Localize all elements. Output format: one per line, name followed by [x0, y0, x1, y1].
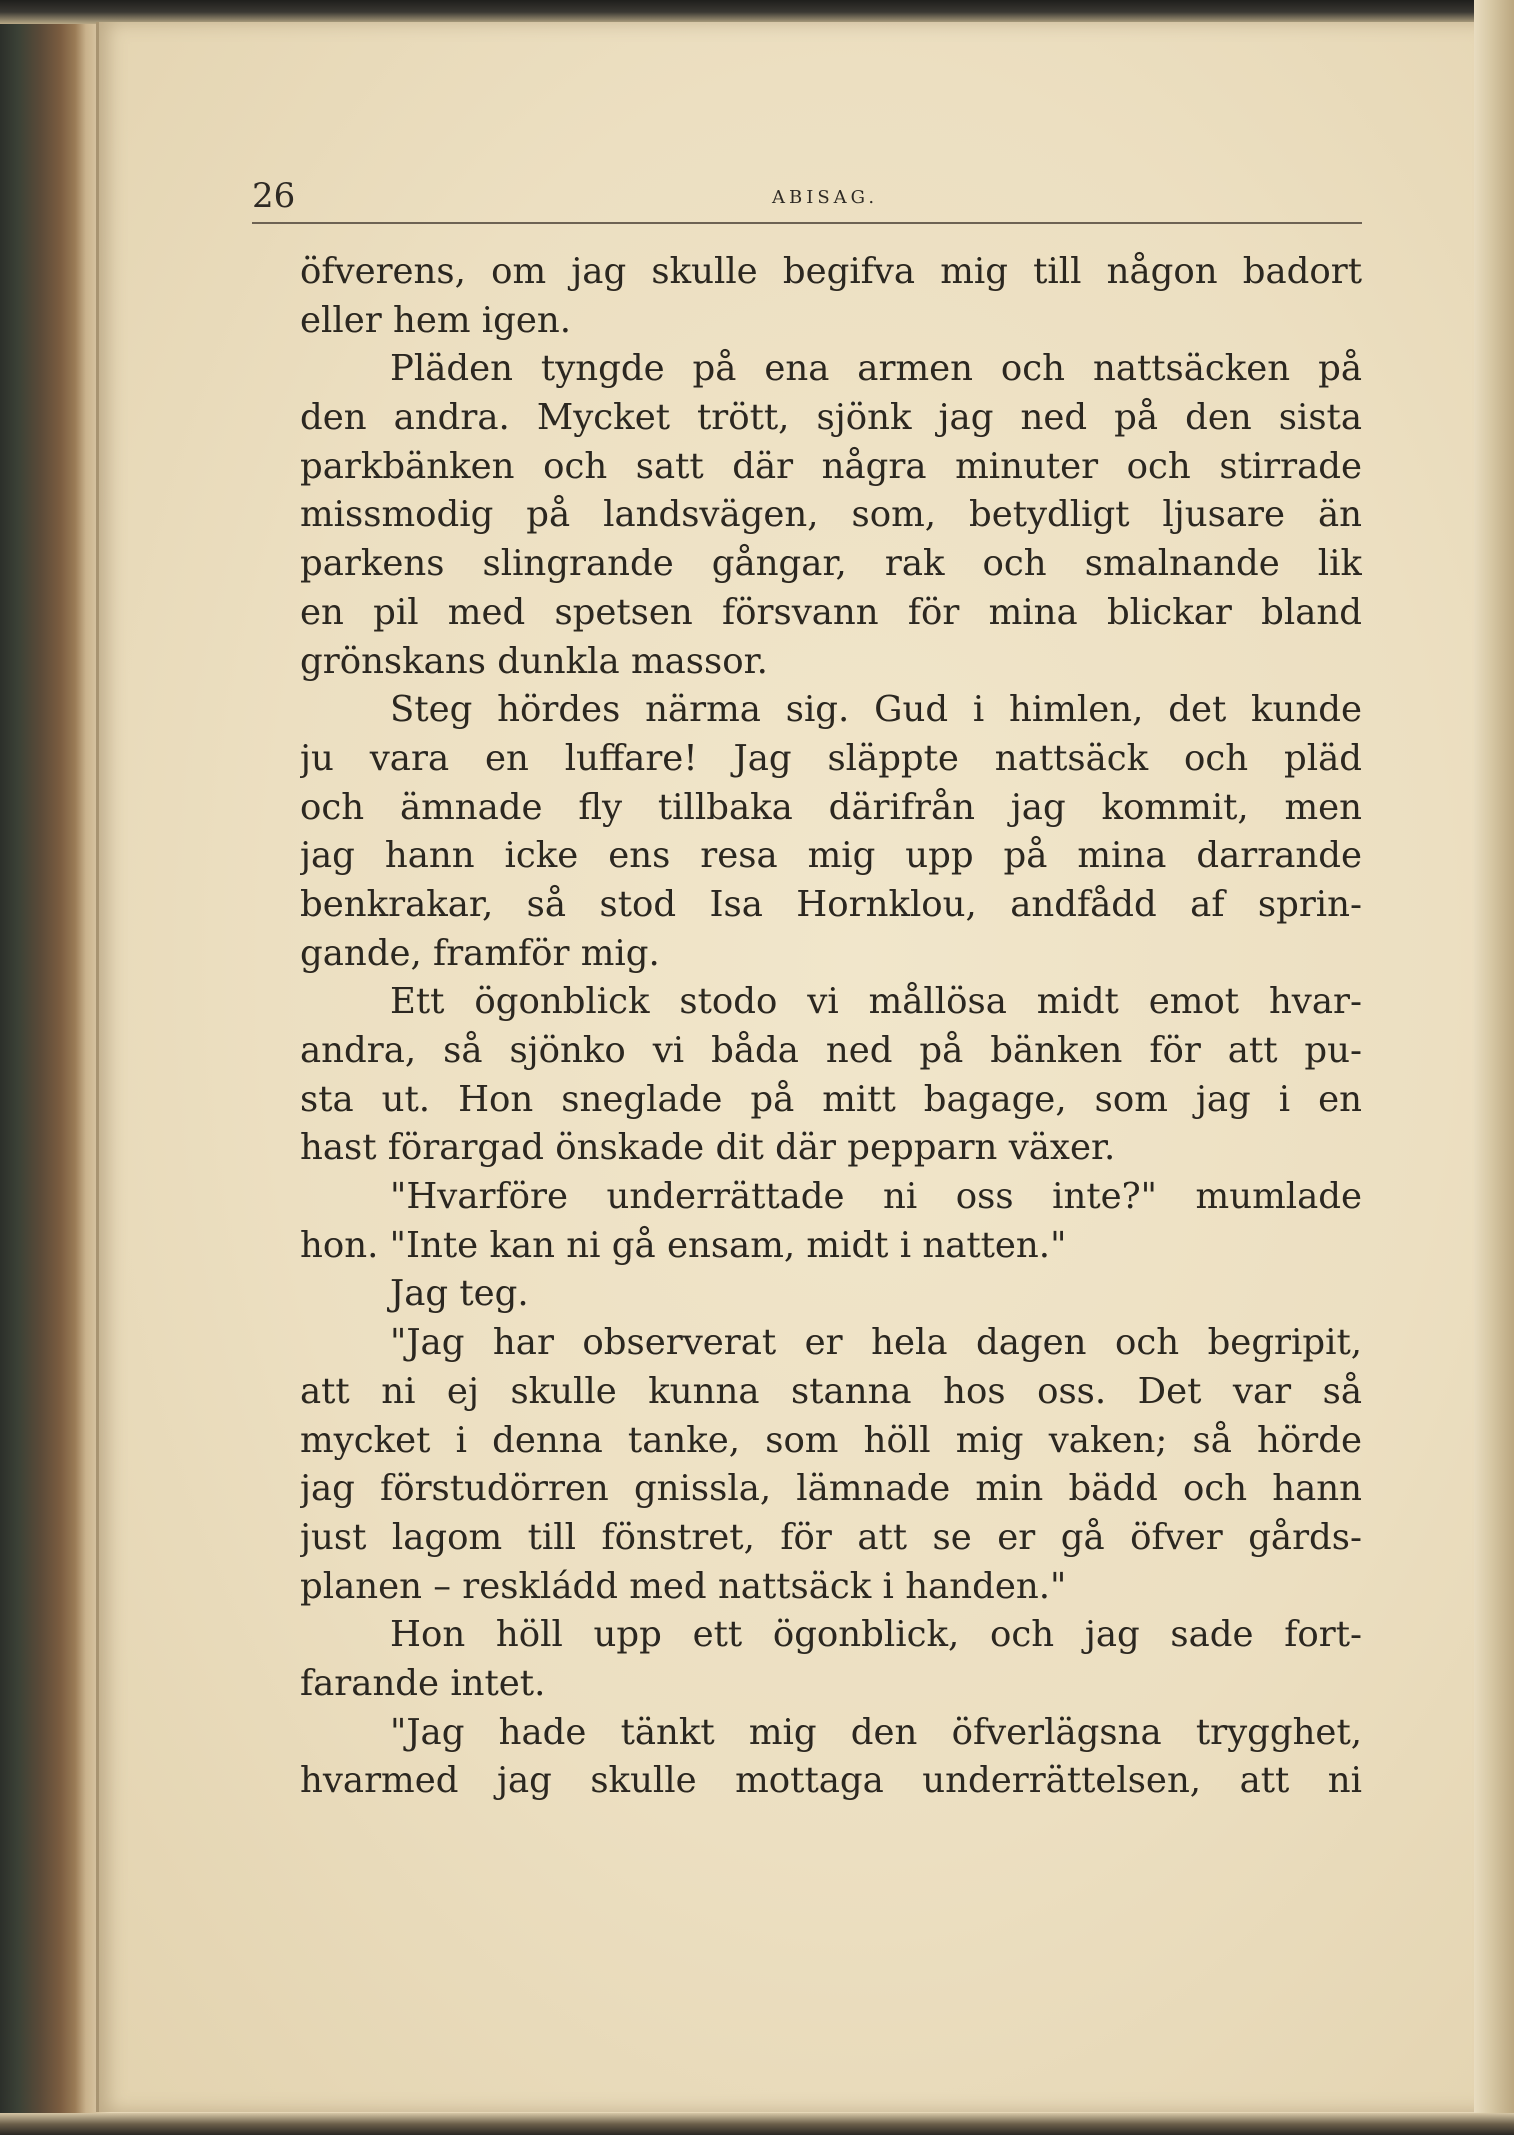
text-line: hon. "Inte kan ni gå ensam, midt i natten.": [300, 1224, 1067, 1266]
text-line: Jag teg.: [390, 1273, 529, 1315]
top-page-edge: [0, 0, 1514, 24]
body-text: [300, 248, 1362, 1806]
text-line: parkens slingrande gångar, rak och smalnande lik: [300, 543, 1362, 585]
running-header: [252, 176, 1362, 224]
text-line: benkrakar, så stod Isa Hornklou, andfådd af sprin-: [300, 883, 1362, 925]
text-line: parkbänken och satt där några minuter och stirrade: [300, 445, 1362, 487]
text-line: Ett ögonblick stodo vi mållösa midt emot hvar-: [390, 981, 1362, 1023]
text-line: jag förstudörren gnissla, lämnade min bädd och hann: [300, 1468, 1362, 1510]
text-line: planen – reskládd med nattsäck i handen.": [300, 1565, 1067, 1607]
text-line: hast förargad önskade dit där pepparn växer.: [300, 1127, 1116, 1169]
page-gutter-line: [96, 22, 99, 2112]
text-line: Pläden tyngde på ena armen och nattsäcken på: [390, 348, 1362, 390]
text-line: gande, framför mig.: [300, 932, 660, 974]
text-line: just lagom till fönstret, för att se er gå öfver gårds-: [300, 1516, 1362, 1558]
text-line: "Hvarföre underrättade ni oss inte?" mumlade: [390, 1176, 1362, 1218]
text-line: ju vara en luffare! Jag släppte nattsäck och pläd: [300, 737, 1362, 779]
text-line: missmodig på landsvägen, som, betydligt ljusare än: [300, 494, 1362, 536]
text-line: "Jag hade tänkt mig den öfverlägsna trygghet,: [390, 1711, 1362, 1753]
text-line: grönskans dunkla massor.: [300, 640, 768, 682]
text-line: och ämnade fly tillbaka därifrån jag kommit, men: [300, 786, 1362, 828]
text-line: jag hann icke ens resa mig upp på mina darrande: [300, 835, 1362, 877]
text-line: "Jag har observerat er hela dagen och begripit,: [390, 1322, 1362, 1364]
text-line: hvarmed jag skulle mottaga underrättelsen, att ni: [300, 1760, 1362, 1802]
text-line: farande intet.: [300, 1662, 546, 1704]
text-line: en pil med spetsen försvann för mina blickar bland: [300, 591, 1362, 633]
text-line: andra, så sjönko vi båda ned på bänken för att pu-: [300, 1030, 1362, 1071]
text-line: eller hem igen.: [300, 299, 572, 341]
text-line: Hon höll upp ett ögonblick, och jag sade fort-: [390, 1614, 1362, 1656]
right-page-edge: [1474, 0, 1514, 2135]
text-line: öfverens, om jag skulle begifva mig till någon badort: [300, 251, 1362, 292]
bottom-page-edge: [0, 2113, 1514, 2135]
text-line: sta ut. Hon sneglade på mitt bagage, som jag i en: [300, 1078, 1362, 1120]
running-title: ABISAG.: [772, 187, 879, 208]
text-line: Steg hördes närma sig. Gud i himlen, det kunde: [390, 689, 1362, 731]
text-line: mycket i denna tanke, som höll mig vaken; så hörde: [300, 1419, 1362, 1461]
text-line: den andra. Mycket trött, sjönk jag ned på den sista: [300, 397, 1362, 439]
page-number: 26: [252, 176, 296, 216]
text-line: att ni ej skulle kunna stanna hos oss. Det var så: [300, 1370, 1362, 1412]
